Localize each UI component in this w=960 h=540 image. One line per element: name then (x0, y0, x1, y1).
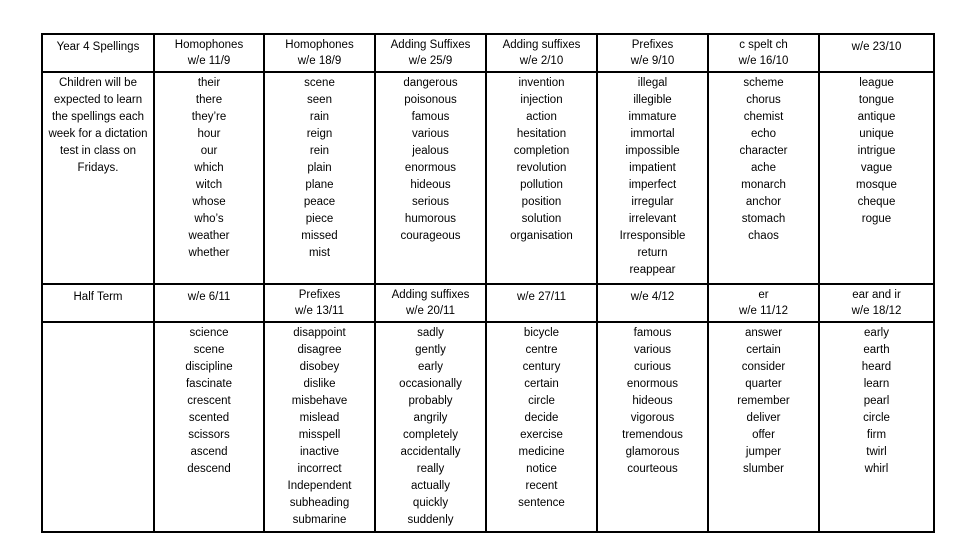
header-cell (42, 284, 154, 322)
header-cell (375, 34, 486, 72)
spelling-word: scissors (188, 429, 230, 441)
spelling-word: certain (746, 344, 781, 356)
spelling-word: angrily (413, 412, 448, 424)
spelling-word: slumber (743, 463, 784, 475)
header-cell (486, 34, 597, 72)
spelling-word: peace (303, 196, 336, 208)
spelling-word: there (195, 94, 223, 106)
header-cell (42, 34, 154, 72)
spelling-word: offer (752, 429, 775, 441)
header-title: Prefixes (631, 39, 674, 51)
spelling-word: decide (524, 412, 559, 424)
header-week: w/e 18/12 (851, 305, 902, 317)
spelling-word: immature (628, 111, 677, 123)
spelling-word: curious (633, 361, 672, 373)
spelling-word: ache (751, 162, 776, 174)
header-cell (819, 284, 934, 322)
spelling-word: action (526, 111, 557, 123)
header-row-autumn-1 (42, 34, 934, 72)
spelling-word: various (633, 344, 672, 356)
spelling-word: dislike (303, 378, 336, 390)
spelling-word: exercise (520, 429, 563, 441)
header-week: w/e 9/10 (630, 55, 675, 67)
spelling-word: various (411, 128, 450, 140)
spelling-word: discipline (185, 361, 233, 373)
spelling-word: incorrect (297, 463, 342, 475)
spelling-word: rain (309, 111, 330, 123)
spelling-word: Independent (287, 480, 352, 492)
word-list-cell (154, 72, 264, 284)
spelling-word: jealous (412, 145, 449, 157)
spelling-word: circle (863, 412, 890, 424)
header-title: Adding suffixes (502, 39, 581, 51)
header-title: er (758, 289, 769, 301)
spelling-word: whose (192, 196, 226, 208)
spelling-word: echo (751, 128, 776, 140)
spelling-word: witch (195, 179, 223, 191)
spelling-word: whether (188, 247, 230, 259)
spelling-word: imperfect (628, 179, 677, 191)
header-title: Year 4 Spellings (56, 41, 140, 53)
header-cell (708, 34, 819, 72)
spelling-word: chorus (746, 94, 781, 106)
spelling-word: plane (305, 179, 334, 191)
spelling-word: impossible (625, 145, 680, 157)
spelling-word: ascend (190, 446, 228, 458)
word-list-cell (264, 322, 375, 532)
spelling-word: quickly (412, 497, 449, 509)
spelling-word: century (522, 361, 561, 373)
spelling-word: reappear (629, 264, 676, 276)
spelling-word: seen (307, 94, 332, 106)
spelling-word: cheque (857, 196, 896, 208)
spelling-word: hideous (410, 179, 451, 191)
spelling-word: unique (859, 128, 894, 140)
header-cell (264, 284, 375, 322)
spelling-word: centre (525, 344, 558, 356)
header-cell (597, 34, 708, 72)
spelling-word: they’re (191, 111, 227, 123)
header-title: Homophones (174, 39, 244, 51)
spelling-word: pearl (863, 395, 890, 407)
spelling-word: organisation (510, 230, 573, 242)
spelling-word: glamorous (625, 446, 680, 458)
spelling-word: return (637, 247, 668, 259)
word-list-cell (708, 322, 819, 532)
header-week: w/e 20/11 (405, 305, 455, 317)
word-list-cell (819, 322, 934, 532)
spelling-word: submarine (292, 514, 347, 526)
spelling-word: position (521, 196, 562, 208)
spelling-word: vigorous (630, 412, 675, 424)
spelling-word: hour (197, 128, 221, 140)
spelling-word: completely (403, 429, 458, 441)
header-title: w/e 23/10 (851, 41, 902, 53)
spelling-word: humorous (404, 213, 457, 225)
spelling-word: really (416, 463, 445, 475)
spellings-table (41, 33, 935, 533)
spelling-word: dangerous (403, 77, 458, 89)
words-row-autumn-2 (42, 322, 934, 532)
spelling-word: hideous (632, 395, 673, 407)
spelling-word: subheading (289, 497, 350, 509)
spelling-word: missed (301, 230, 338, 242)
header-title: Half Term (73, 291, 123, 303)
instructions-cell (42, 72, 154, 284)
spelling-word: chemist (743, 111, 784, 123)
spelling-word: probably (408, 395, 453, 407)
spelling-word: crescent (187, 395, 231, 407)
word-list-cell (154, 322, 264, 532)
spelling-word: bicycle (523, 327, 560, 339)
header-cell (154, 34, 264, 72)
word-list-cell (486, 72, 597, 284)
header-title: Homophones (285, 39, 354, 51)
spelling-word: whirl (864, 463, 889, 475)
header-cell (375, 284, 486, 322)
spelling-word: piece (305, 213, 334, 225)
spelling-word: fascinate (185, 378, 233, 390)
spelling-word: early (864, 327, 889, 339)
spelling-word: notice (526, 463, 557, 475)
spelling-word: vague (860, 162, 893, 174)
instructions-text: Children will be expected to learn the spellings each week for a dictation test in class on Fridays. (48, 77, 148, 174)
spelling-word: plain (307, 162, 332, 174)
header-cell (154, 284, 264, 322)
spelling-word: reign (306, 128, 333, 140)
word-list-cell (597, 72, 708, 284)
spelling-word: disobey (299, 361, 340, 373)
spelling-word: answer (744, 327, 783, 339)
spelling-word: enormous (626, 378, 679, 390)
spelling-word: disappoint (293, 327, 346, 339)
header-week: w/e 13/11 (294, 305, 344, 317)
spelling-word: pollution (520, 179, 563, 191)
header-title: w/e 6/11 (187, 291, 231, 303)
spelling-word: remember (737, 395, 790, 407)
header-week: w/e 11/12 (738, 305, 788, 317)
spelling-word: which (194, 162, 224, 174)
spelling-word: jumper (745, 446, 782, 458)
spelling-word: scene (193, 344, 225, 356)
spelling-word: science (189, 327, 229, 339)
spelling-word: illegal (637, 77, 668, 89)
spelling-word: accidentally (400, 446, 461, 458)
spelling-word: antique (857, 111, 896, 123)
words-row-autumn-1 (42, 72, 934, 284)
spelling-word: irregular (631, 196, 674, 208)
spelling-word: character (739, 145, 788, 157)
spelling-word: quarter (745, 378, 782, 390)
spelling-word: anchor (745, 196, 782, 208)
header-row-autumn-2 (42, 284, 934, 322)
spelling-word: heard (861, 361, 892, 373)
spelling-word: tongue (858, 94, 895, 106)
spelling-word: early (418, 361, 443, 373)
spelling-word: solution (521, 213, 562, 225)
spelling-word: scheme (743, 77, 784, 89)
spelling-word: learn (863, 378, 890, 390)
header-week: w/e 25/9 (408, 55, 453, 67)
spelling-word: who’s (194, 213, 224, 225)
spelling-word: sadly (417, 327, 444, 339)
header-title: Adding Suffixes (390, 39, 471, 51)
spelling-word: suddenly (407, 514, 454, 526)
header-week: w/e 2/10 (519, 55, 564, 67)
spelling-word: circle (528, 395, 555, 407)
header-title: w/e 27/11 (516, 291, 566, 303)
spelling-word: firm (866, 429, 887, 441)
header-title: ear and ir (852, 289, 901, 301)
spelling-word: mosque (856, 179, 897, 191)
spelling-word: misbehave (291, 395, 348, 407)
spelling-word: scented (188, 412, 230, 424)
spelling-word: medicine (518, 446, 565, 458)
spelling-word: famous (633, 327, 672, 339)
spelling-word: invention (518, 77, 565, 89)
spelling-word: mislead (299, 412, 340, 424)
spelling-word: injection (520, 94, 563, 106)
header-title: Prefixes (298, 289, 341, 301)
spelling-word: poisonous (404, 94, 457, 106)
spelling-word: descend (187, 463, 231, 475)
spelling-word: earth (863, 344, 890, 356)
spelling-word: stomach (741, 213, 786, 225)
spelling-word: our (200, 145, 218, 157)
header-cell (819, 34, 934, 72)
spelling-word: their (197, 77, 221, 89)
word-list-cell (375, 72, 486, 284)
spelling-word: courteous (627, 463, 678, 475)
spelling-word: certain (524, 378, 559, 390)
spelling-word: illegible (633, 94, 672, 106)
spelling-word: monarch (741, 179, 786, 191)
spelling-word: misspell (298, 429, 341, 441)
spelling-word: intrigue (857, 145, 896, 157)
spelling-word: inactive (300, 446, 339, 458)
spelling-word: Irresponsible (619, 230, 686, 242)
spelling-word: rogue (861, 213, 892, 225)
spelling-word: chaos (748, 230, 779, 242)
header-cell (708, 284, 819, 322)
header-cell (486, 284, 597, 322)
spelling-word: disagree (297, 344, 342, 356)
header-week: w/e 16/10 (738, 55, 789, 67)
word-list-cell (264, 72, 375, 284)
spelling-word: actually (411, 480, 450, 492)
header-cell (597, 284, 708, 322)
spelling-word: rein (309, 145, 330, 157)
spelling-word: scene (304, 77, 335, 89)
header-title: w/e 4/12 (630, 291, 675, 303)
spelling-word: gently (415, 344, 446, 356)
header-title: c spelt ch (739, 39, 788, 51)
header-week: w/e 11/9 (187, 55, 231, 67)
spelling-word: occasionally (399, 378, 462, 390)
spelling-word: recent (525, 480, 558, 492)
spelling-word: sentence (518, 497, 565, 509)
spelling-word: tremendous (622, 429, 683, 441)
spelling-word: mist (308, 247, 331, 259)
spelling-word: twirl (866, 446, 887, 458)
spelling-word: enormous (404, 162, 457, 174)
spelling-word: courageous (400, 230, 461, 242)
spelling-word: revolution (516, 162, 567, 174)
word-list-cell (375, 322, 486, 532)
word-list-cell (708, 72, 819, 284)
spelling-word: irrelevant (628, 213, 677, 225)
spelling-word: consider (741, 361, 786, 373)
spelling-word: hesitation (516, 128, 567, 140)
spelling-word: league (859, 77, 894, 89)
spelling-word: famous (411, 111, 450, 123)
word-list-cell (819, 72, 934, 284)
empty-cell (42, 322, 154, 532)
spelling-word: deliver (746, 412, 781, 424)
word-list-cell (597, 322, 708, 532)
spelling-word: weather (188, 230, 230, 242)
word-list-cell (486, 322, 597, 532)
spelling-word: impatient (629, 162, 676, 174)
spelling-word: immortal (630, 128, 675, 140)
spelling-word: serious (411, 196, 450, 208)
header-week: w/e 18/9 (297, 55, 342, 67)
header-cell (264, 34, 375, 72)
spelling-word: completion (513, 145, 570, 157)
header-title: Adding suffixes (391, 289, 470, 301)
